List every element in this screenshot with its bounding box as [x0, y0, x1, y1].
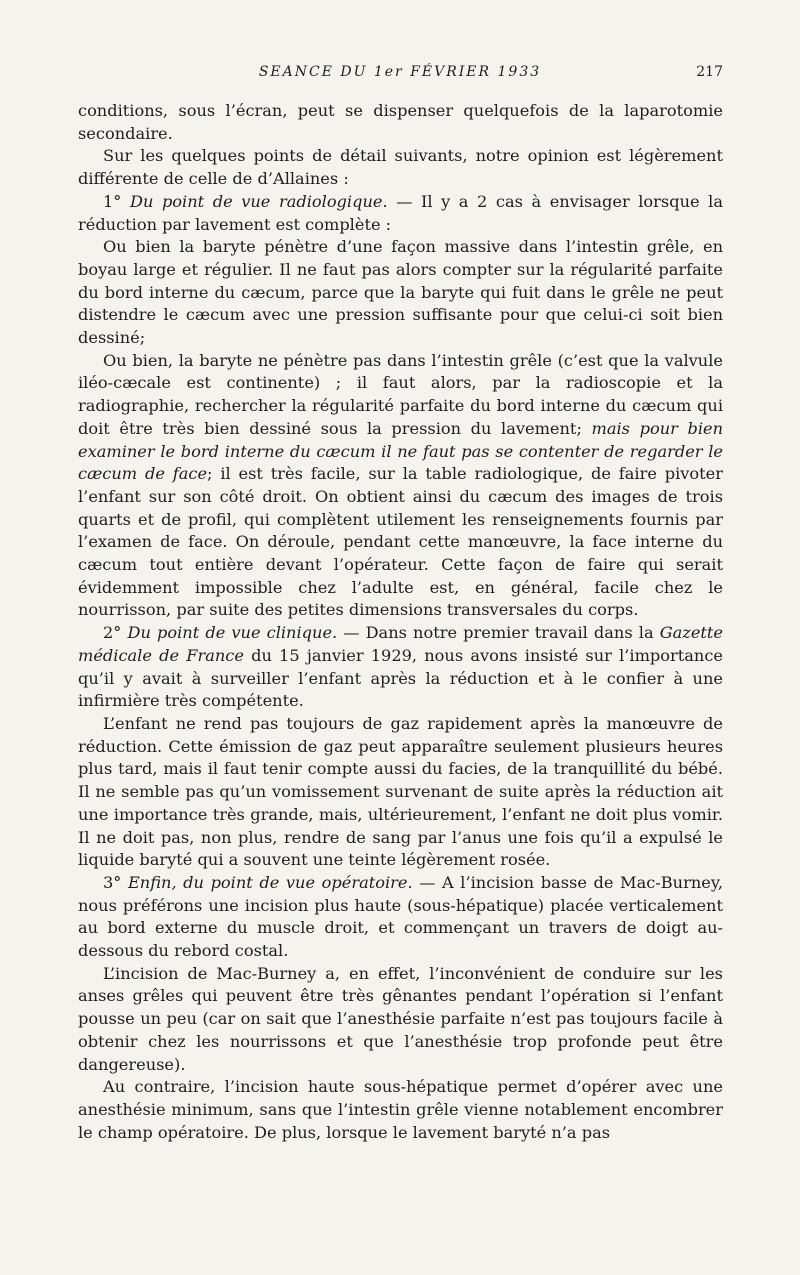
italic-text: Enfin, du point de vue opératoire.	[127, 872, 413, 892]
italic-text: Gazette médicale de France	[78, 623, 723, 665]
paragraph	[78, 236, 723, 350]
text-run: du 15 janvier 1929, nous avons insisté sur l’importance qu’il y avait à surveiller l’enfant après la réduction et à le confier à une infirmière très compétente.	[78, 645, 723, 711]
text-run: Sur les quelques points de détail suivants, notre opinion est légèrement différente de celle de d’Allaines :	[78, 146, 723, 189]
text-run: 3°	[103, 872, 128, 892]
text-run: — Dans notre premier travail dans la	[337, 623, 660, 643]
text-run: ; il est très facile, sur la table radiologique, de faire pivoter l’enfant sur son côté droit. On obtient ainsi du cæcum des images de trois quarts et de profil, qui complètent utilement les renseignements fournis par l’examen de face. On déroule, pendant cette manœuvre, la face interne du cæcum tout entière devant l’opérateur. Cette façon de faire qui serait évidemment impossible chez l’adulte est, en général, facile chez le nourrisson, par suite des petites dimensions transversales du corps.	[78, 464, 723, 620]
text-run: Ou bien la baryte pénètre d’une façon massive dans l’intestin grêle, en boyau large et régulier. Il ne faut pas alors compter sur la régularité parfaite du bord interne du cæcum, parce que la baryte qui fuit dans le grêle ne peut distendre le cæcum avec une pression suffisante pour que celui-ci soit bien dessiné;	[78, 237, 723, 348]
body-text	[78, 100, 723, 1144]
paragraph	[78, 191, 723, 236]
paragraph	[78, 622, 723, 713]
text-run: Au contraire, l’incision haute sous-hépatique permet d’opérer avec une anesthésie minimum, sans que l’intestin grêle vienne notablement encombrer le champ opératoire. De plus, lorsque le lavement baryté n’a pas	[78, 1077, 723, 1142]
paragraph	[78, 713, 723, 872]
text-run: L’enfant ne rend pas toujours de gaz rapidement après la manœuvre de réduction. Cette émission de gaz peut apparaître seulement plusieurs heures plus tard, mais il faut tenir compte aussi du facies, de la tranquillité du bébé. Il ne semble pas qu’un vomissement survenant de suite après la réduction ait une importance très grande, mais, ultérieurement, l’enfant ne doit plus vomir. Il ne doit pas, non plus, rendre de sang par l’anus une fois qu’il a expulsé le liquide baryté qui a souvent une teinte légèrement rosée.	[78, 713, 723, 870]
text-run: 1°	[103, 191, 130, 211]
italic-text: Du point de vue radiologique.	[129, 191, 388, 211]
text-run: — Il y a 2 cas à envisager lorsque la réduction par lavement est complète :	[78, 191, 723, 234]
paragraph	[78, 350, 723, 622]
paragraph	[78, 963, 723, 1077]
italic-text: Du point de vue clinique.	[127, 623, 338, 643]
running-head-title: SEANCE DU 1er FÉVRIER 1933	[258, 64, 542, 80]
text-run: Ou bien, la baryte ne pénètre pas dans l’intestin grêle (c’est que la valvule iléo-cæcale est continente) ; il faut alors, par la radioscopie et la radiographie, rechercher la régularité parfaite du bord interne du cæcum qui doit être très bien dessiné sous la pression du lavement;	[78, 350, 723, 438]
running-head	[0, 62, 800, 86]
text-run: — A l’incision basse de Mac-Burney, nous préférons une incision plus haute (sous-hépatique) placée verticalement au bord externe du muscle droit, et commençant un travers de doigt au-dessous du rebord costal.	[78, 872, 723, 961]
italic-text: mais pour bien examiner le bord interne du cæcum il ne faut pas se contenter de regarder le cæcum de face	[78, 418, 723, 484]
paragraph	[78, 872, 723, 963]
text-run: L’incision de Mac-Burney a, en effet, l’inconvénient de conduire sur les anses grêles qui peuvent être très gênantes pendant l’opération si l’enfant pousse un peu (car on sait que l’anesthésie parfaite n’est pas toujours facile à obtenir chez les nourrissons et que l’anesthésie trop profonde peut être dangereuse).	[78, 963, 723, 1074]
text-run: 2°	[103, 623, 128, 643]
paragraph	[78, 1076, 723, 1144]
paragraph	[78, 100, 723, 145]
paragraph	[78, 145, 723, 190]
text-run: conditions, sous l’écran, peut se dispenser quelquefois de la laparotomie secondaire.	[78, 101, 723, 143]
page-number: 217	[696, 64, 723, 80]
